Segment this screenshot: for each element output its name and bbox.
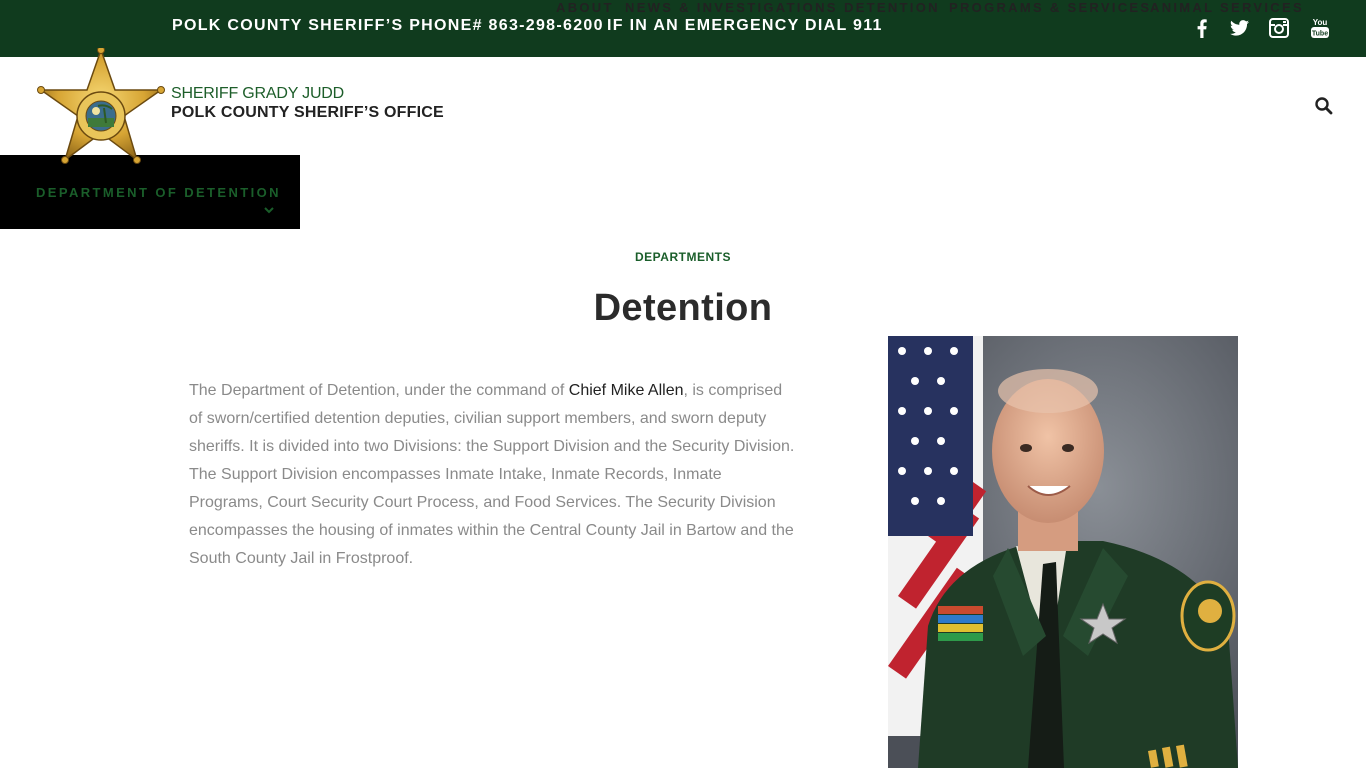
- department-menu-label: DEPARTMENT OF DETENTION: [36, 185, 281, 200]
- nav-detention[interactable]: DETENTION: [844, 0, 940, 15]
- nav-programs-services[interactable]: PROGRAMS & SERVICES: [949, 0, 1152, 15]
- page-title: Detention: [593, 287, 773, 329]
- description-rest: , is comprised of sworn/certified detention deputies, civilian support members, and sworn deputy sheriffs. It is divided into two Divisions: the Support Division and the Security Division. The Support Division encompasses Inmate Intake, Inmate Records, Inmate Programs, Court Security Court Process, and Food Services. The Security Division encompasses the housing of inmates within the Central County Jail in Bartow and the South County Jail in Frostproof.: [189, 382, 795, 567]
- svg-text:Tube: Tube: [1311, 30, 1329, 38]
- office-name: POLK COUNTY SHERIFF’S OFFICE: [171, 104, 444, 121]
- svg-text:You: You: [1312, 18, 1328, 27]
- search-icon[interactable]: [1314, 96, 1334, 116]
- instagram-icon[interactable]: [1268, 16, 1290, 40]
- nav-about[interactable]: ABOUT: [556, 0, 614, 15]
- sheriff-badge-logo[interactable]: [36, 48, 166, 170]
- department-description: [189, 377, 797, 573]
- nav-news-investigations[interactable]: NEWS & INVESTIGATIONS: [625, 0, 838, 15]
- chief-portrait-photo: [888, 336, 1238, 768]
- sheriff-phone-text: POLK COUNTY SHERIFF’S PHONE# 863-298-6200: [172, 17, 604, 34]
- youtube-icon[interactable]: [1309, 16, 1331, 40]
- chevron-down-icon: [262, 205, 276, 215]
- emergency-text: IF IN AN EMERGENCY DIAL 911: [607, 17, 883, 34]
- sheriff-name: SHERIFF GRADY JUDD: [171, 85, 345, 102]
- nav-animal-services[interactable]: ANIMAL SERVICES: [1150, 0, 1304, 15]
- chief-name: Chief Mike Allen: [568, 382, 684, 399]
- twitter-icon[interactable]: [1228, 16, 1250, 40]
- facebook-icon[interactable]: [1193, 16, 1211, 40]
- section-eyebrow: DEPARTMENTS: [635, 250, 731, 264]
- description-intro: The Department of Detention, under the command of: [189, 382, 569, 399]
